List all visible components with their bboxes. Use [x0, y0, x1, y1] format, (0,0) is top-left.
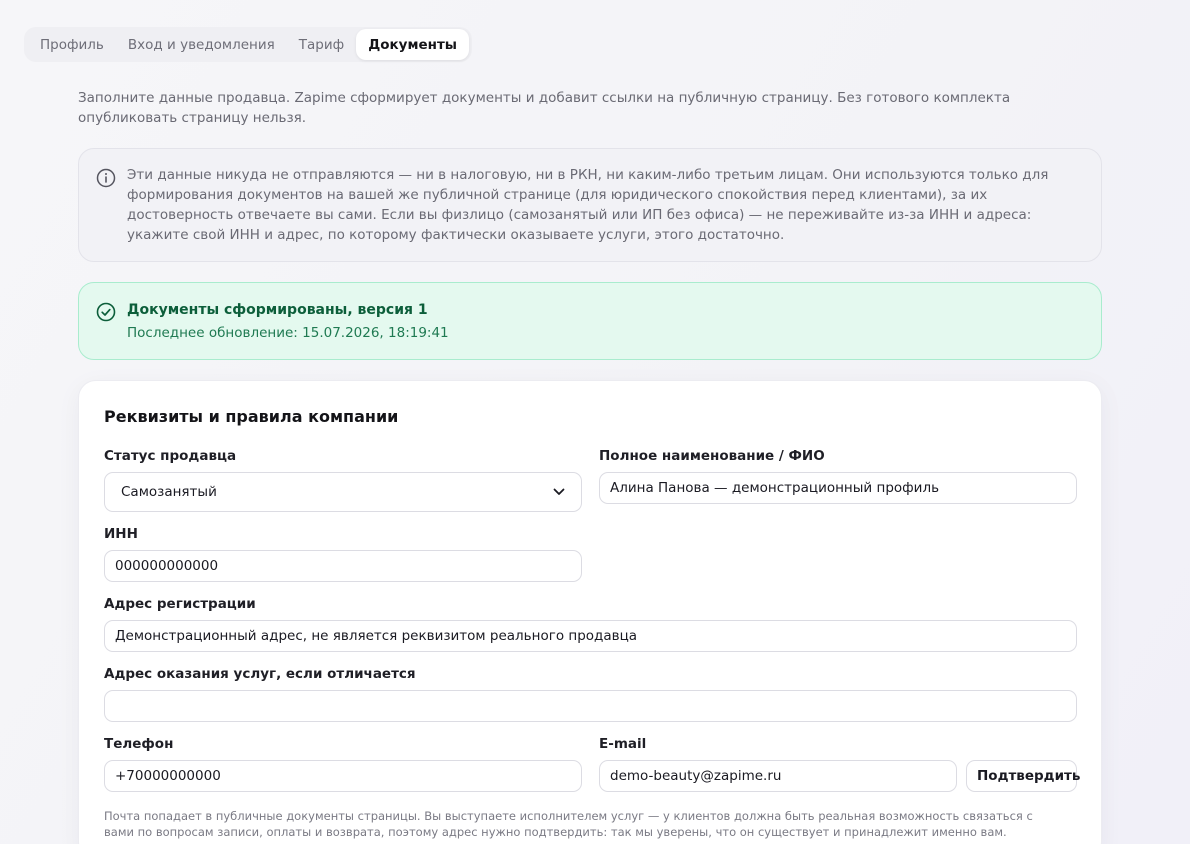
seller-status-value: Самозанятый	[121, 484, 217, 500]
tab-documents[interactable]: Документы	[356, 29, 469, 60]
inn-input[interactable]	[104, 550, 582, 582]
card-title: Реквизиты и правила компании	[104, 407, 399, 426]
info-icon	[95, 167, 117, 189]
email-input[interactable]	[599, 760, 957, 792]
phone-label: Телефон	[104, 736, 174, 752]
service-address-input[interactable]	[104, 690, 1077, 722]
info-notice	[78, 148, 1102, 262]
seller-status-select[interactable]	[104, 472, 582, 512]
phone-input[interactable]	[104, 760, 582, 792]
confirm-email-button[interactable]: Подтвердить	[966, 760, 1077, 792]
check-circle-icon	[95, 301, 117, 323]
company-details-card	[78, 380, 1102, 844]
tab-profile[interactable]: Профиль	[40, 36, 104, 53]
full-name-input[interactable]	[599, 472, 1077, 504]
documents-status-notice	[78, 282, 1102, 360]
registration-address-input[interactable]	[104, 620, 1077, 652]
tab-tariff[interactable]: Тариф	[298, 36, 345, 53]
full-name-label: Полное наименование / ФИО	[599, 448, 825, 464]
email-hint: Почта попадает в публичные документы страницы. Вы выступаете исполнителем услуг — у клиентов должна быть реальная возможность связаться с вами по вопросам записи, оплаты и возврата, поэтому адрес нужно подтвердить: так мы уверены, что он существует и принадлежит именно вам.	[104, 809, 1033, 839]
settings-tabs	[24, 27, 472, 62]
documents-status-title: Документы сформированы, версия 1	[127, 302, 428, 318]
inn-label: ИНН	[104, 526, 138, 542]
seller-status-label: Статус продавца	[104, 448, 237, 464]
intro-text: Заполните данные продавца. Zapime сформирует документы и добавит ссылки на публичную страницу. Без готового комплекта опубликовать страницу нельзя.	[78, 90, 1011, 126]
email-label: E-mail	[599, 736, 647, 752]
info-notice-text: Эти данные никуда не отправляются — ни в налоговую, ни в РКН, ни каким-либо третьим лицам. Они используются только для формирования документов на вашей же публичной странице (для юридического спокойствия перед клиентами), за их достоверность отвечаете вы сами. Если вы физлицо (самозанятый или ИП без офиса) — не переживайте из-за ИНН и адреса: укажите свой ИНН и адрес, по которому фактически оказываете услуги, этого достаточно.	[127, 167, 1049, 243]
documents-last-updated: Последнее обновление: 15.07.2026, 18:19:41	[127, 325, 449, 341]
chevron-down-icon	[553, 488, 565, 496]
service-address-label: Адрес оказания услуг, если отличается	[104, 666, 416, 682]
tab-login-notifications[interactable]: Вход и уведомления	[127, 36, 275, 53]
registration-address-label: Адрес регистрации	[104, 596, 256, 612]
